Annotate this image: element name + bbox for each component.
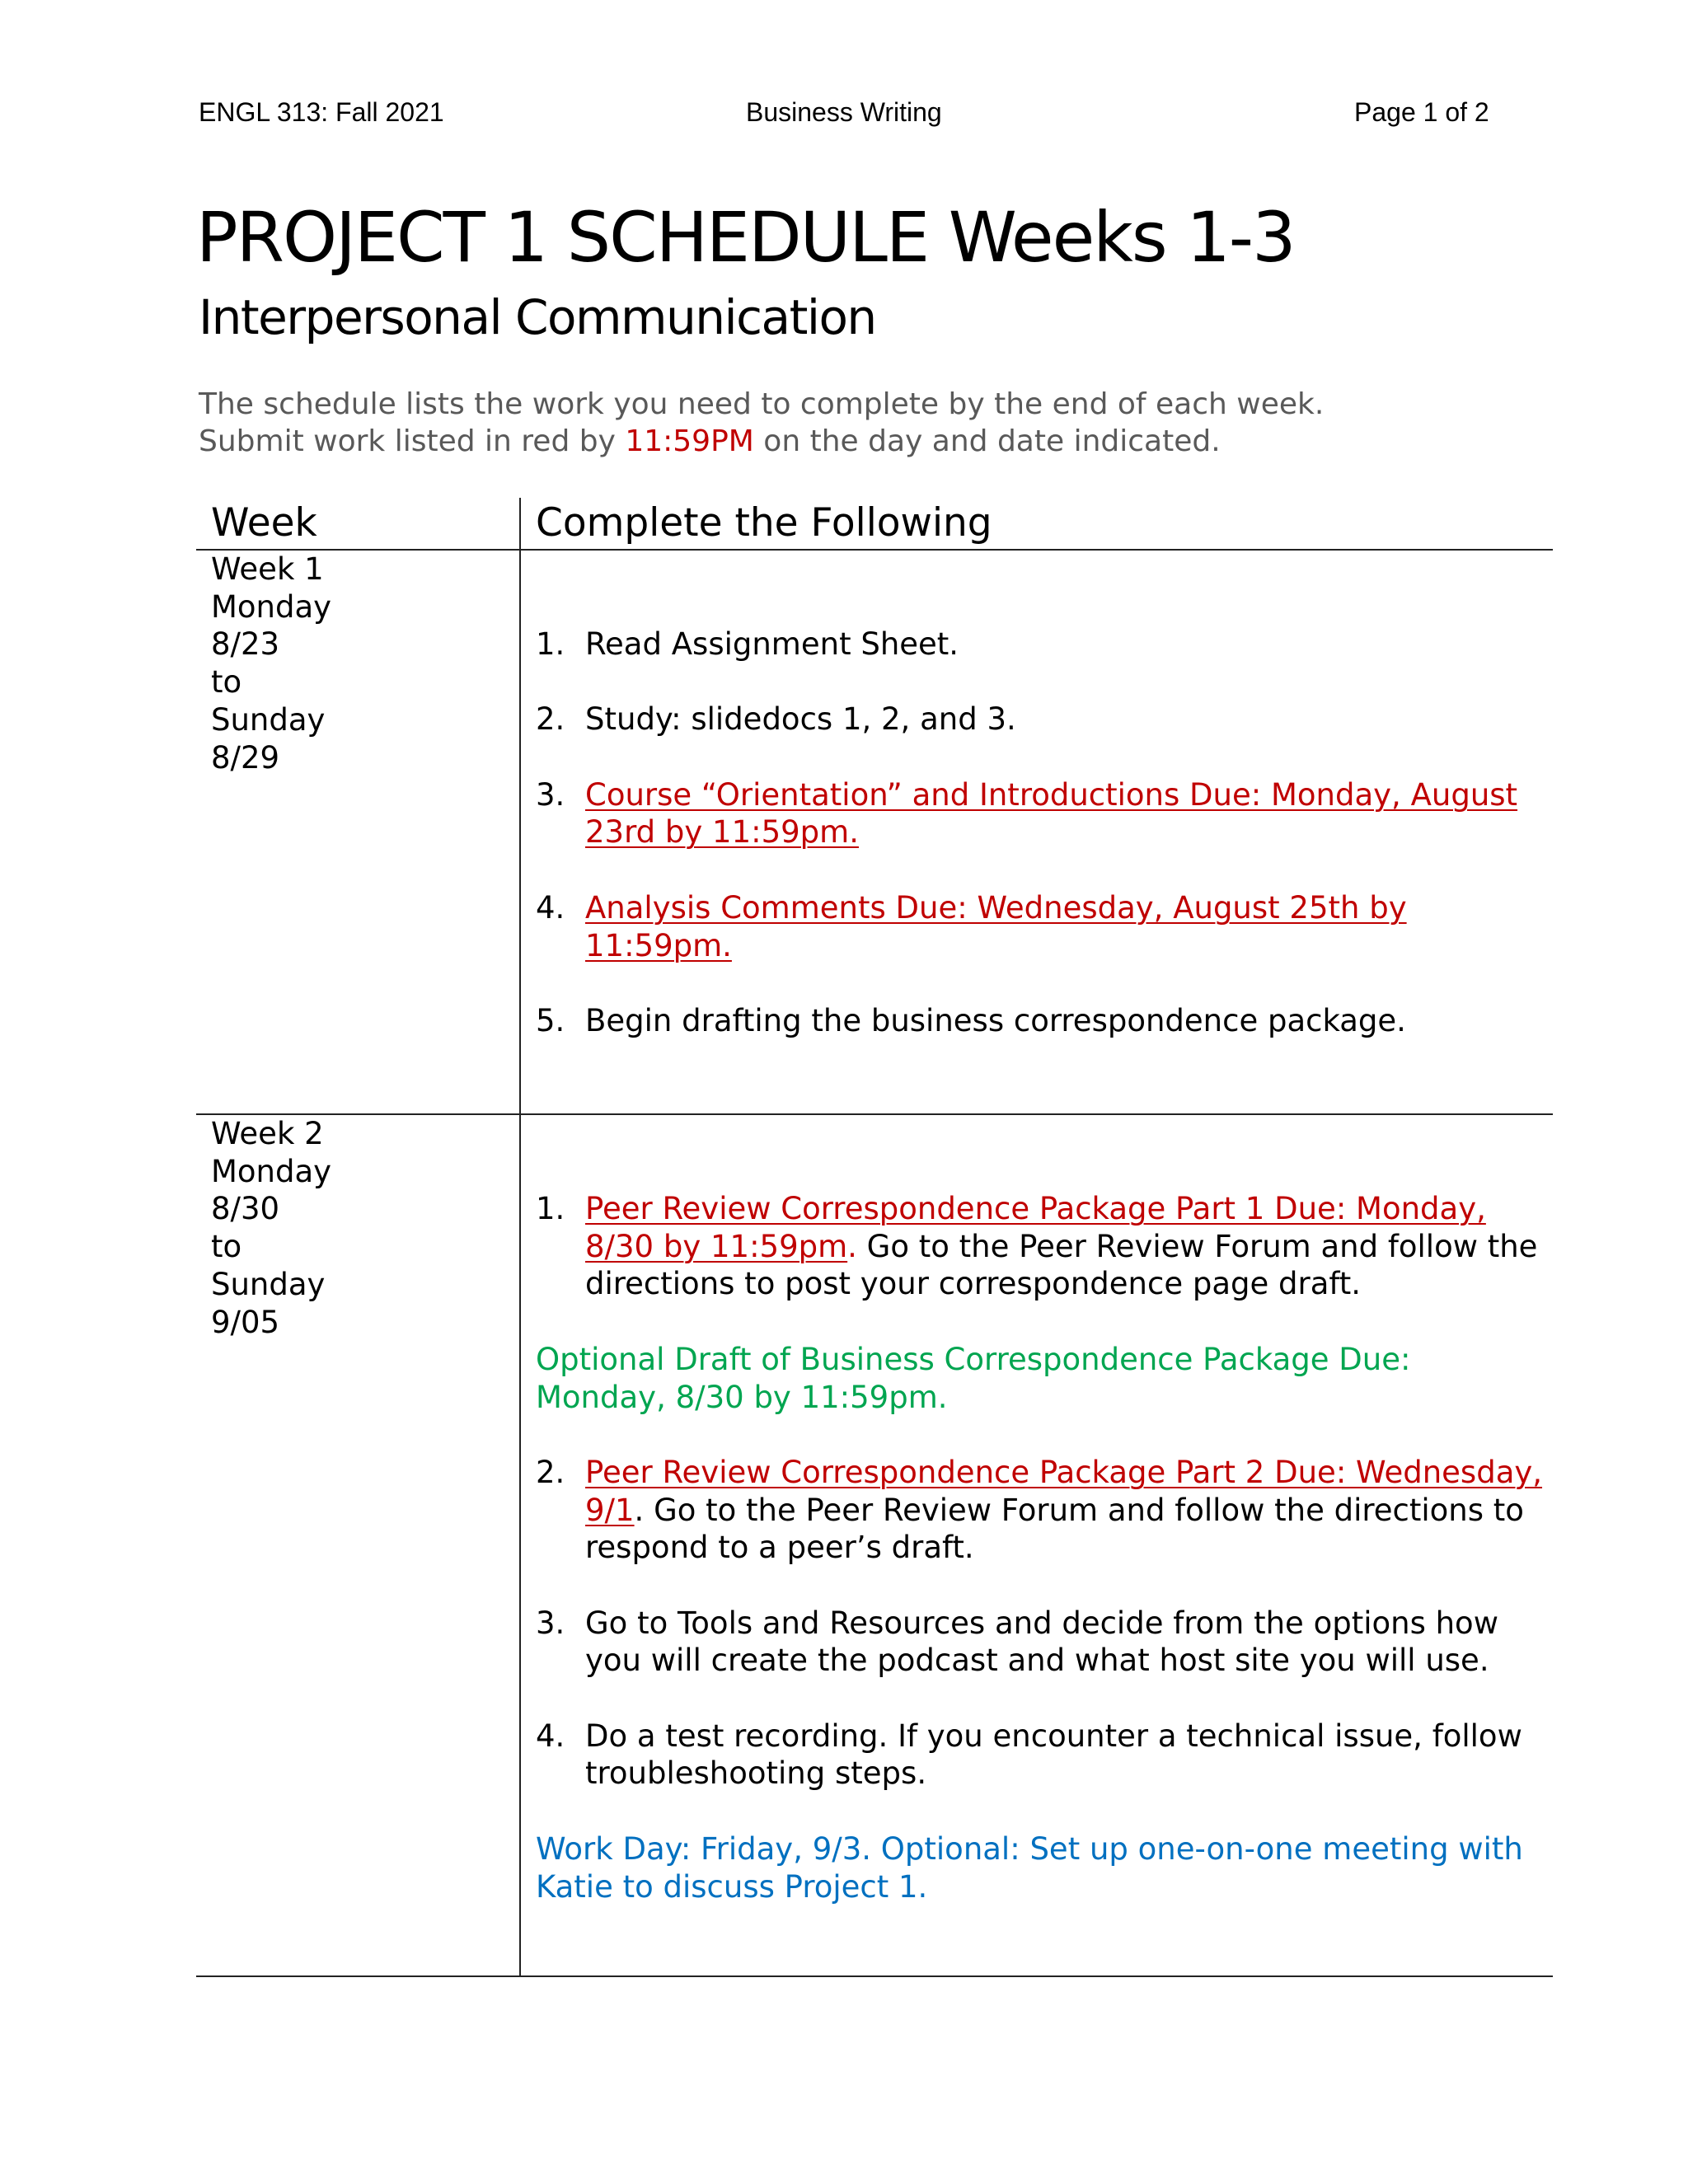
list-item	[536, 1002, 1545, 1040]
item-text: Go to the Peer Review Forum and follow the directions to post your correspondence page draft.	[585, 1228, 1538, 1302]
due-period: .	[847, 1228, 857, 1264]
list-item	[536, 701, 1545, 738]
intro-line-2	[199, 423, 1324, 460]
intro-text	[199, 386, 1324, 460]
schedule-table	[196, 498, 1553, 1977]
week-1-label-line: 8/29	[211, 739, 280, 776]
week-2-label	[211, 1115, 331, 1341]
intro-line-1: The schedule lists the work you need to complete by the end of each week.	[199, 387, 1325, 421]
optional-draft-note: Optional Draft of Business Correspondence Package Due: Monday, 8/30 by 11:59pm.	[536, 1341, 1411, 1415]
week-2-label-line: to	[211, 1229, 242, 1265]
due-link[interactable]: Course “Orientation” and Introductions Due: Monday, August 23rd by 11:59pm.	[585, 776, 1518, 851]
page-title	[196, 196, 1295, 279]
item-number: 2.	[536, 1454, 565, 1490]
week-2-label-line: Sunday	[211, 1266, 326, 1302]
list-item	[536, 1718, 1545, 1793]
intro-line-2-start: Submit work listed in red by	[199, 424, 626, 458]
list-item	[536, 1605, 1545, 1680]
item-text: Do a test recording. If you encounter a technical issue, follow troubleshooting steps.	[585, 1718, 1522, 1792]
list-item	[536, 1190, 1545, 1303]
page-number: Page 1 of 2	[1354, 97, 1489, 127]
course-label: ENGL 313: Fall 2021	[199, 97, 444, 127]
title-main: PROJECT 1 SCHEDULE	[196, 197, 929, 278]
item-text: Go to Tools and Resources and decide from the options how you will create the podcast and what host site you will use.	[585, 1605, 1498, 1679]
list-item	[536, 889, 1545, 964]
week-1-label-line: Monday	[211, 588, 332, 625]
item-number: 5.	[536, 1002, 565, 1038]
page-subtitle: Interpersonal Communication	[199, 289, 876, 345]
intro-deadline-time: 11:59PM	[625, 424, 754, 458]
title-weeks: Weeks 1-3	[948, 197, 1295, 278]
week-2-label-line: 9/05	[211, 1304, 280, 1340]
item-text: . Go to the Peer Review Forum and follow the directions to respond to a peer’s draft.	[585, 1492, 1524, 1566]
list-item	[536, 776, 1545, 851]
week-2-label-line: Week 2	[211, 1116, 324, 1151]
column-divider	[519, 498, 521, 1977]
item-text: Begin drafting the business correspondence package.	[585, 1002, 1406, 1038]
item-number: 3.	[536, 1605, 565, 1641]
list-item	[536, 1454, 1545, 1567]
course-title: Business Writing	[746, 97, 942, 127]
item-number: 4.	[536, 1718, 565, 1754]
header-rule	[196, 549, 1553, 551]
week-1-label-line: Week 1	[211, 551, 324, 587]
item-number: 1.	[536, 1191, 565, 1226]
row-divider	[196, 1113, 1553, 1115]
item-number: 2.	[536, 701, 565, 738]
week-2-tasks	[536, 1190, 1545, 1943]
item-number: 3.	[536, 776, 565, 813]
item-number: 1.	[536, 626, 565, 662]
due-link[interactable]: Peer Review Correspondence Package Part 1 Due: Monday, 8/30 by 11:59pm	[585, 1191, 1486, 1264]
item-text: Read Assignment Sheet.	[585, 626, 959, 662]
work-day-note: Work Day: Friday, 9/3. Optional: Set up one-on-one meeting with Katie to discuss Project 1.	[536, 1830, 1523, 1905]
week-1-label-line: to	[211, 664, 242, 701]
week-1-label-line: 8/23	[211, 626, 280, 663]
week-1-tasks	[536, 626, 1545, 1077]
intro-line-2-end: on the day and date indicated.	[753, 424, 1221, 458]
item-text: Study: slidedocs 1, 2, and 3.	[585, 701, 1016, 738]
week-1-label-line: Sunday	[211, 701, 326, 738]
week-1-label	[211, 551, 331, 776]
week-2-label-line: Monday	[211, 1153, 332, 1189]
due-link[interactable]: Peer Review Correspondence Package Part 2 Due: Wednesday, 9/1	[585, 1454, 1543, 1528]
week-2-label-line: 8/30	[211, 1191, 280, 1227]
item-number: 4.	[536, 889, 565, 926]
tasks-column-header: Complete the Following	[536, 500, 992, 546]
due-link[interactable]: Analysis Comments Due: Wednesday, August 25th by 11:59pm.	[585, 889, 1407, 963]
list-item	[536, 626, 1545, 663]
week-column-header: Week	[211, 500, 317, 546]
table-bottom-rule	[196, 1975, 1553, 1977]
